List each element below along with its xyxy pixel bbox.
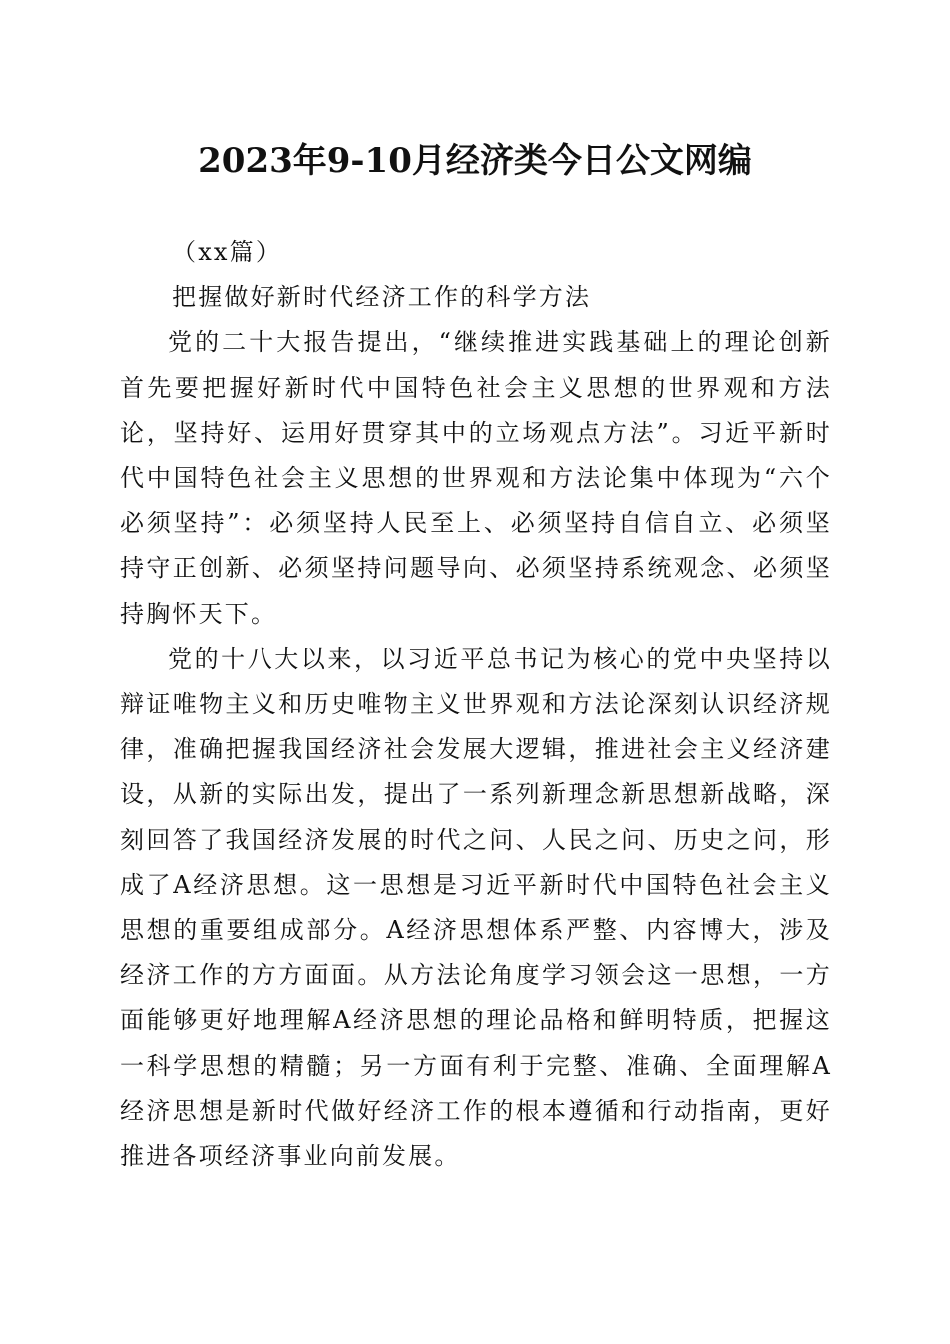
paragraph-2: 党的十八大以来，以习近平总书记为核心的党中央坚持以辩证唯物主义和历史唯物主义世界观和方法论深刻认识经济规律，准确把握我国经济社会发展大逻辑，推进社会主义经济建设，从新的实际出发，提出了一系列新理念新思想新战略，深刻回答了我国经济发展的时代之问、人民之问、历史之问，形成了A经济思想。这一思想是习近平新时代中国特色社会主义思想的重要组成部分。A经济思想体系严整、内容博大，涉及经济工作的方方面面。从方法论角度学习领会这一思想，一方面能够更好地理解A经济思想的理论品格和鲜明特质，把握这一科学思想的精髓；另一方面有利于完整、准确、全面理解A经济思想是新时代做好经济工作的根本遵循和行动指南，更好推进各项经济事业向前发展。	[120, 644, 832, 1171]
section-label: （xx篇）	[172, 238, 283, 266]
paragraph-1: 党的二十大报告提出，“继续推进实践基础上的理论创新首先要把握好新时代中国特色社会主义思想的世界观和方法论，坚持好、运用好贯穿其中的立场观点方法”。习近平新时代中国特色社会主义思想的世界观和方法论集中体现为“六个必须坚持”：必须坚持人民至上、必须坚持自信自立、必须坚持守正创新、必须坚持问题导向、必须坚持系统观念、必须坚持胸怀天下。	[120, 328, 832, 628]
article-subheading: 把握做好新时代经济工作的科学方法	[172, 283, 592, 312]
document-body	[120, 230, 832, 1179]
document-title: 2023年9-10月经济类今日公文网编	[198, 141, 752, 181]
